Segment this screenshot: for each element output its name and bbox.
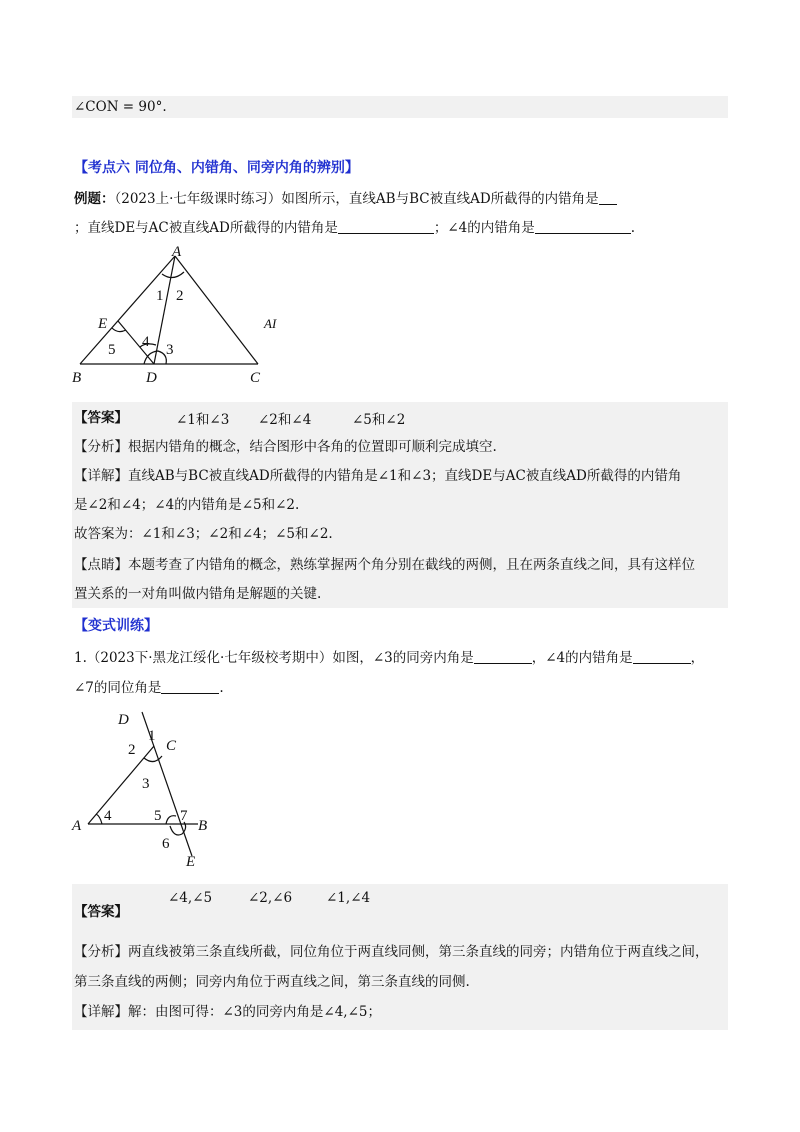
triangle-figure-1 bbox=[60, 244, 320, 384]
comment-1-line-1: 【点睛】本题考查了内错角的概念，熟练掌握两个角分别在截线的两侧，且在两条直线之间，具有这样位 bbox=[74, 557, 695, 573]
fig1-label-e: E bbox=[98, 316, 108, 332]
variant-blank-1[interactable] bbox=[474, 649, 532, 664]
answer-2-b: ∠2,∠6 bbox=[248, 890, 293, 906]
fig1-label-2: 2 bbox=[176, 288, 184, 304]
variant-text-2b: . bbox=[219, 680, 224, 696]
fig2-label-2: 2 bbox=[128, 742, 136, 758]
segment-ab bbox=[80, 256, 175, 364]
section-heading: 【考点六 同位角、内错角、同旁内角的辨别】 bbox=[74, 160, 359, 176]
fig2-label-3: 3 bbox=[142, 776, 150, 792]
variant-text-1c: ， bbox=[690, 650, 705, 666]
analysis-2-line-2: 第三条直线的两侧；同旁内角位于两直线之间，第三条直线的同侧. bbox=[74, 974, 470, 990]
fig2-label-6: 6 bbox=[162, 836, 170, 852]
answer-blank-3[interactable] bbox=[535, 219, 631, 234]
triangle-figure-2 bbox=[62, 706, 222, 874]
fig2-label-5: 5 bbox=[154, 808, 162, 824]
fig1-label-ai: AI bbox=[264, 316, 277, 331]
example-text-2b: ；∠4的内错角是 bbox=[433, 220, 535, 236]
fig1-label-1: 1 bbox=[156, 288, 164, 304]
previous-answer-block bbox=[72, 96, 728, 118]
fig1-label-5: 5 bbox=[108, 342, 116, 358]
answer-label-1: 【答案】 bbox=[74, 410, 128, 426]
fig1-label-4: 4 bbox=[142, 334, 150, 350]
variant-blank-2[interactable] bbox=[633, 649, 691, 664]
analysis-2-line-1: 【分析】两直线被第三条直线所截，同位角位于两直线同侧，第三条直线的同旁；内错角位于两直线之间， bbox=[74, 944, 709, 960]
fig2-label-e: E bbox=[186, 854, 196, 870]
variant-blank-3[interactable] bbox=[161, 679, 219, 694]
fig2-label-c: C bbox=[166, 738, 177, 754]
variant-text-2a: ∠7的同位角是 bbox=[74, 680, 162, 696]
detail-2: 【详解】解：由图可得：∠3的同旁内角是∠4,∠5； bbox=[74, 1004, 381, 1020]
conclusion-1: 故答案为：∠1和∠3；∠2和∠4；∠5和∠2. bbox=[74, 526, 333, 542]
fig2-label-a: A bbox=[72, 818, 82, 834]
example-line-2 bbox=[74, 218, 635, 238]
previous-answer-line: ∠CON = 90°. bbox=[74, 99, 167, 115]
angle-arc-5 bbox=[166, 816, 176, 824]
fig1-label-d: D bbox=[146, 370, 157, 384]
example-text-2c: . bbox=[630, 220, 636, 236]
example-line-1 bbox=[74, 189, 617, 209]
answer-1-b: ∠2和∠4 bbox=[258, 412, 312, 428]
example-text-1: （2023上·七年级课时练习）如图所示，直线AB与BC被直线AD所截得的内错角是 bbox=[114, 191, 599, 207]
answer-blank-2[interactable] bbox=[338, 219, 434, 234]
detail-1-line-2: 是∠2和∠4；∠4的内错角是∠5和∠2. bbox=[74, 497, 300, 513]
detail-1-line-1: 【详解】直线AB与BC被直线AD所截得的内错角是∠1和∠3；直线DE与AC被直线AD所截得的内错角 bbox=[74, 468, 682, 484]
variant-text-1b: ，∠4的内错角是 bbox=[531, 650, 633, 666]
example-label: 例题： bbox=[74, 191, 115, 207]
fig2-label-b: B bbox=[198, 818, 208, 834]
answer-blank-1[interactable] bbox=[599, 190, 617, 205]
variant-line-2 bbox=[74, 678, 224, 698]
variant-text-1a: 1.（2023下·黑龙江绥化·七年级校考期中）如图，∠3的同旁内角是 bbox=[74, 650, 474, 666]
fig2-label-7: 7 bbox=[180, 808, 188, 824]
fig1-label-3: 3 bbox=[166, 342, 174, 358]
answer-2-c: ∠1,∠4 bbox=[326, 890, 371, 906]
segment-ac bbox=[175, 256, 258, 364]
fig2-label-1: 1 bbox=[148, 728, 156, 744]
fig1-label-b: B bbox=[72, 370, 82, 384]
angle-arc-a bbox=[162, 272, 184, 278]
variant-heading: 【变式训练】 bbox=[74, 618, 158, 634]
example-text-2a: ；直线DE与AC被直线AD所截得的内错角是 bbox=[74, 220, 338, 236]
comment-1-line-2: 置关系的一对角叫做内错角是解题的关键. bbox=[74, 586, 322, 602]
answer-label-2: 【答案】 bbox=[74, 904, 128, 920]
answer-1-a: ∠1和∠3 bbox=[176, 412, 230, 428]
angle-arc-4-2 bbox=[96, 814, 102, 824]
answer-1-c: ∠5和∠2 bbox=[352, 412, 406, 428]
variant-line-1 bbox=[74, 648, 704, 668]
analysis-1: 【分析】根据内错角的概念，结合图形中各角的位置即可顺利完成填空. bbox=[74, 439, 497, 455]
fig2-label-d: D bbox=[118, 712, 129, 728]
fig2-label-4: 4 bbox=[104, 808, 112, 824]
fig1-label-a: A bbox=[172, 244, 182, 260]
answer-2-a: ∠4,∠5 bbox=[168, 890, 213, 906]
fig1-label-c: C bbox=[250, 370, 261, 384]
